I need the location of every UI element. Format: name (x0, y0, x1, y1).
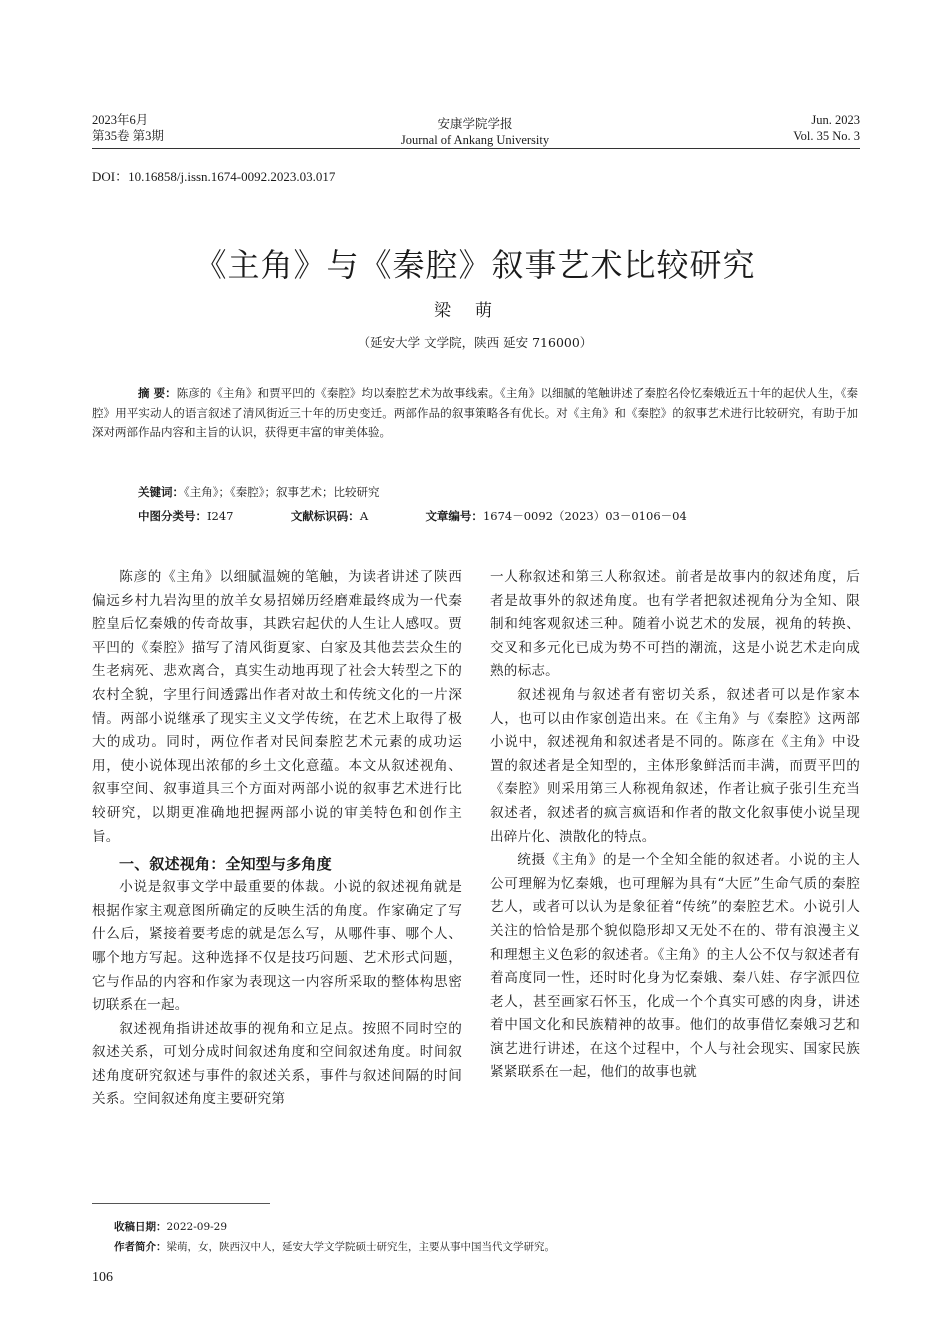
paragraph: 小说是叙事文学中最重要的体裁。小说的叙述视角就是根据作家主观意图所确定的反映生活的角度。作家确定了写什么后，紧接着要考虑的就是怎么写，从哪件事、哪个人、哪个地方写起。这种选择不仅是技巧问题、艺术形式问题，它与作品的内容和作家为表现这一内容所采取的整体构思密切联系在一起。 (92, 879, 462, 1014)
article-number-label: 文章编号： (425, 509, 483, 523)
abstract-label: 摘 要： (138, 386, 177, 400)
header-volume-cn: 第35卷 第3期 (92, 129, 164, 143)
header-date-cn: 2023年6月 (92, 113, 149, 127)
received-value: 2022-09-29 (166, 1221, 228, 1233)
section-heading: 一、叙述视角：全知型与多角度 (119, 855, 332, 874)
header-journal-en: Journal of Ankang University (400, 133, 550, 147)
header-left (92, 112, 164, 144)
footnote-author-bio (114, 1239, 555, 1255)
body-column-right (490, 566, 860, 1085)
abstract (92, 384, 858, 443)
footnote-rule (92, 1203, 270, 1204)
affiliation: （延安大学 文学院，陕西 延安 716000） (357, 335, 593, 350)
page-number: 106 (92, 1270, 113, 1285)
article-number-value: 1674－0092（2023）03－0106－04 (482, 509, 687, 523)
bio-value: 梁萌，女，陕西汉中人，延安大学文学院硕士研究生，主要从事中国当代文学研究。 (166, 1241, 555, 1253)
keywords (138, 484, 380, 500)
doc-code-label: 文献标识码： (290, 509, 360, 523)
received-label: 收稿日期： (114, 1221, 167, 1233)
paragraph: 叙述视角与叙述者有密切关系，叙述者可以是作家本人，也可以由作家创造出来。在《主角》与《秦腔》这两部小说中，叙述视角和叙述者是不同的。陈彦在《主角》中设置的叙述者是全知型的，主体形象鲜活而丰满，而贾平凹的《秦腔》则采用第三人称视角叙述，作者让疯子张引生充当叙述者，叙述者的疯言疯语和作者的散文化叙事使小说呈现出碎片化、溃散化的特点。 (490, 686, 860, 845)
doc-code-value: A (359, 509, 369, 523)
bio-label: 作者简介： (114, 1241, 167, 1253)
paragraph: 叙述视角指讲述故事的视角和立足点。按照不同时空的叙述关系，可划分成时间叙述角度和空间叙述角度。时间叙述角度研究叙述与事件的叙述关系，事件与叙述间隔的时间关系。空间叙述角度主要研究第 (92, 1020, 462, 1108)
doi: DOI：10.16858/j.issn.1674-0092.2023.03.017 (92, 169, 336, 184)
header-right (793, 112, 860, 144)
header-center (350, 116, 600, 148)
paper-title: 《主角》与《秦腔》叙事艺术比较研究 (194, 246, 756, 284)
paragraph: 陈彦的《主角》以细腻温婉的笔触，为读者讲述了陕西偏远乡村九岩沟里的放羊女易招娣历经磨难最终成为一代秦腔皇后忆秦娥的传奇故事，其跌宕起伏的人生让人感叹。贾平凹的《秦腔》描写了清风街夏家、白家及其他芸芸众生的生老病死、悲欢离合，真实生动地再现了社会大转型之下的农村全貌，字里行间透露出作者对故土和传统文化的一片深情。两部小说继承了现实主义文学传统，在艺术上取得了极大的成功。同时，两位作者对民间秦腔艺术元素的成功运用，使小说体现出浓郁的乡土文化意蕴。本文从叙述视角、叙事空间、叙事道具三个方面对两部小说的叙事艺术进行比较研究，以期更准确地把握两部小说的审美特色和创作主旨。 (92, 569, 462, 845)
classification (138, 508, 687, 524)
body-column-left (92, 566, 462, 1112)
abstract-text: 陈彦的《主角》和贾平凹的《秦腔》均以秦腔艺术为故事线索。《主角》以细腻的笔触讲述了秦腔名伶忆秦娥近五十年的起伏人生，《秦腔》用平实动人的语言叙述了清风街近三十年的历史变迁。两部作品的叙事策略各有优长。对《主角》和《秦腔》的叙事艺术进行比较研究，有助于加深对两部作品内容和主旨的认识，获得更丰富的审美体验。 (92, 386, 858, 439)
paragraph: 一人称叙述和第三人称叙述。前者是故事内的叙述角度，后者是故事外的叙述角度。也有学者把叙述视角分为全知、限制和纯客观叙述三种。随着小说艺术的发展，视角的转换、交叉和多元化已成为势不可挡的潮流，这是小说艺术走向成熟的标志。 (490, 569, 860, 680)
clc-label: 中图分类号： (138, 509, 207, 523)
keywords-label: 关键词： (138, 485, 184, 499)
clc-value: I247 (207, 509, 234, 523)
paragraph: 统摄《主角》的是一个全知全能的叙述者。小说的主人公可理解为忆秦娥，也可理解为具有“大匠”生命气质的秦腔艺人，或者可以认为是象征着“传统”的秦腔艺术。小说引人关注的恰恰是那个貌似隐形却又无处不在的、带有浪漫主义和理想主义色彩的叙述者。《主角》的主人公不仅与叙述者有着高度同一性，还时时化身为忆秦娥、秦八娃、存字派四位老人，甚至画家石怀玉，化成一个个真实可感的肉身，讲述着中国文化和民族精神的故事。他们的故事借忆秦娥习艺和演艺进行讲述，在这个过程中，个人与社会现实、国家民族紧紧联系在一起，他们的故事也就 (490, 852, 860, 1081)
header-volume-en: Vol. 35 No. 3 (793, 129, 860, 143)
keywords-text: 《主角》；《秦腔》；叙事艺术；比较研究 (184, 485, 380, 499)
header-rule (92, 148, 860, 149)
header-journal-cn: 安康学院学报 (437, 117, 513, 131)
author: 梁萌 (434, 301, 516, 321)
header-date-en: Jun. 2023 (811, 113, 860, 127)
footnote-received (114, 1219, 227, 1235)
